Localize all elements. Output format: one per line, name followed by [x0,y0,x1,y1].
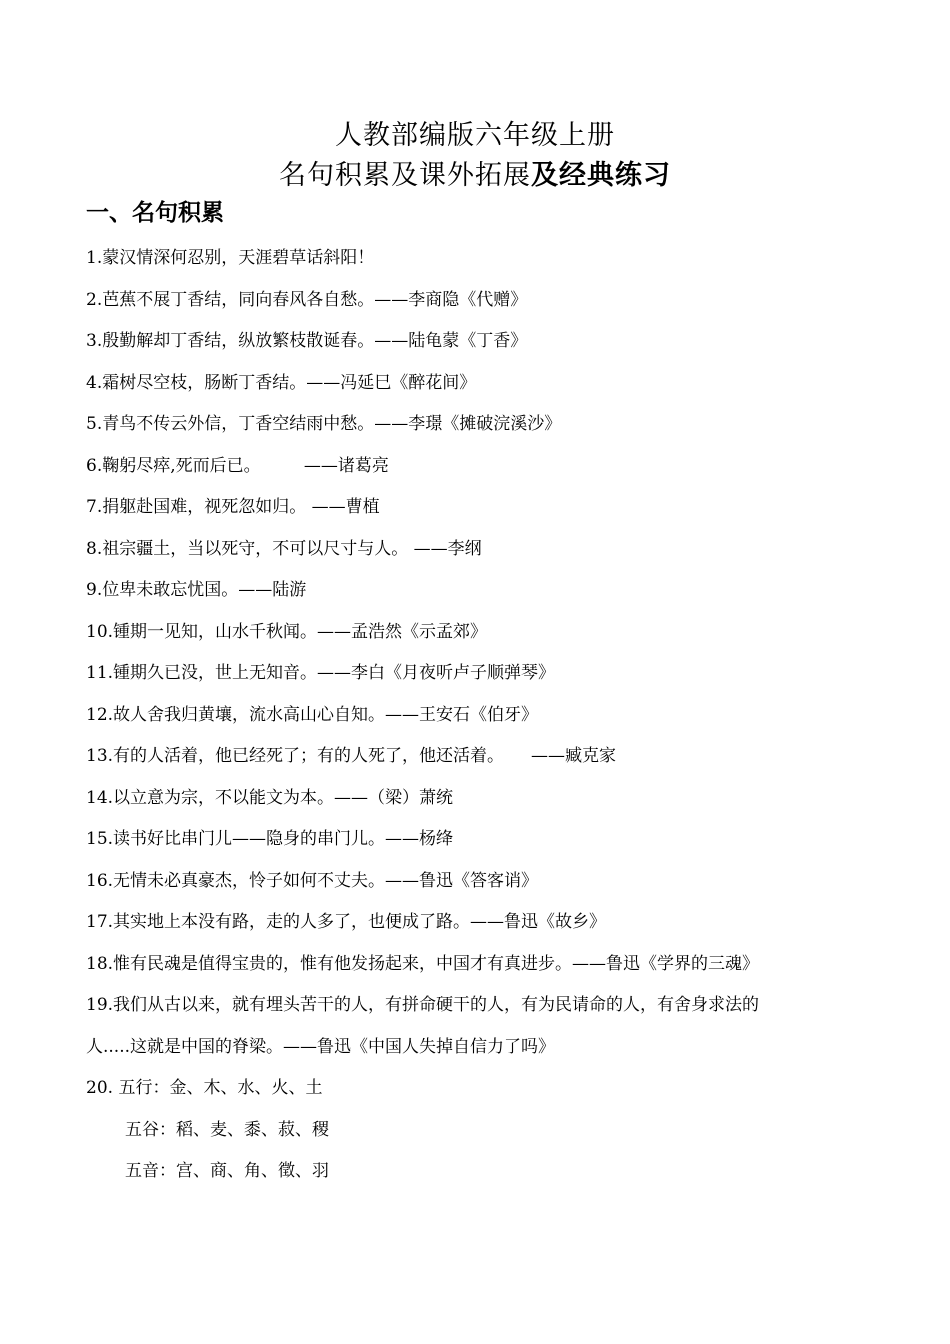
quote-line-19: 19.我们从古以来，就有埋头苦干的人，有拼命硬干的人，有为民请命的人，有舍身求法的 [86,995,760,1015]
quote-line-13: 13.有的人活着，他已经死了；有的人死了，他还活着。 ——臧克家 [86,746,617,766]
quote-line-14: 14.以立意为宗，不以能文为本。——（梁）萧统 [86,787,454,808]
section-heading: 一、名句积累 [86,200,224,226]
quote-line-20-wugu: 五谷：稻、麦、黍、菽、稷 [125,1119,329,1140]
document-title-line1: 人教部编版六年级上册 [335,120,615,151]
quote-list [86,238,866,1193]
quote-line-15: 15.读书好比串门儿——隐身的串门儿。——杨绛 [86,829,454,849]
quote-line-5: 5.青鸟不传云外信，丁香空结雨中愁。——李璟《摊破浣溪沙》 [86,414,562,434]
quote-line-17: 17.其实地上本没有路，走的人多了，也便成了路。——鲁迅《故乡》 [86,912,607,932]
quote-line-6: 6.鞠躬尽瘁,死而后已。 ——诸葛亮 [86,455,389,476]
quote-line-8: 8.祖宗疆土，当以死守，不可以尺寸与人。 ——李纲 [86,538,482,559]
quote-line-16: 16.无情未必真豪杰，怜子如何不丈夫。——鲁迅《答客诮》 [86,870,539,891]
quote-line-12: 12.故人舍我归黄壤，流水高山心自知。——王安石《伯牙》 [86,704,539,725]
quote-line-10: 10.锺期一见知，山水千秋闻。——孟浩然《示孟郊》 [86,621,488,642]
quote-line-3: 3.殷勤解却丁香结，纵放繁枝散诞春。——陆龟蒙《丁香》 [86,331,528,351]
quote-line-19-continued: 人.....这就是中国的脊梁。——鲁迅《中国人失掉自信力了吗》 [86,1036,556,1057]
quote-line-20: 20. 五行：金、木、水、火、土 [86,1078,323,1098]
quote-line-2: 2.芭蕉不展丁香结，同向春风各自愁。——李商隐《代赠》 [86,289,528,310]
document-title-line2 [0,158,950,194]
title-line2-bold: 及经典练习 [531,160,671,191]
quote-line-7: 7.捐躯赴国难，视死忽如归。 ——曹植 [86,497,380,517]
quote-line-4: 4.霜树尽空枝，肠断丁香结。——冯延巳《醉花间》 [86,372,477,393]
title-line2-regular: 名句积累及课外拓展 [279,160,531,191]
quote-line-1: 1.蒙汉情深何忍别，天涯碧草话斜阳！ [86,248,375,268]
quote-line-9: 9.位卑未敢忘忧国。——陆游 [86,580,307,600]
quote-line-11: 11.锺期久已没，世上无知音。——李白《月夜听卢子顺弹琴》 [86,663,556,683]
quote-line-20-wuyin: 五音：宫、商、角、徵、羽 [125,1161,329,1181]
quote-line-18: 18.惟有民魂是值得宝贵的，惟有他发扬起来，中国才有真进步。——鲁迅《学界的三魂》 [86,953,760,974]
